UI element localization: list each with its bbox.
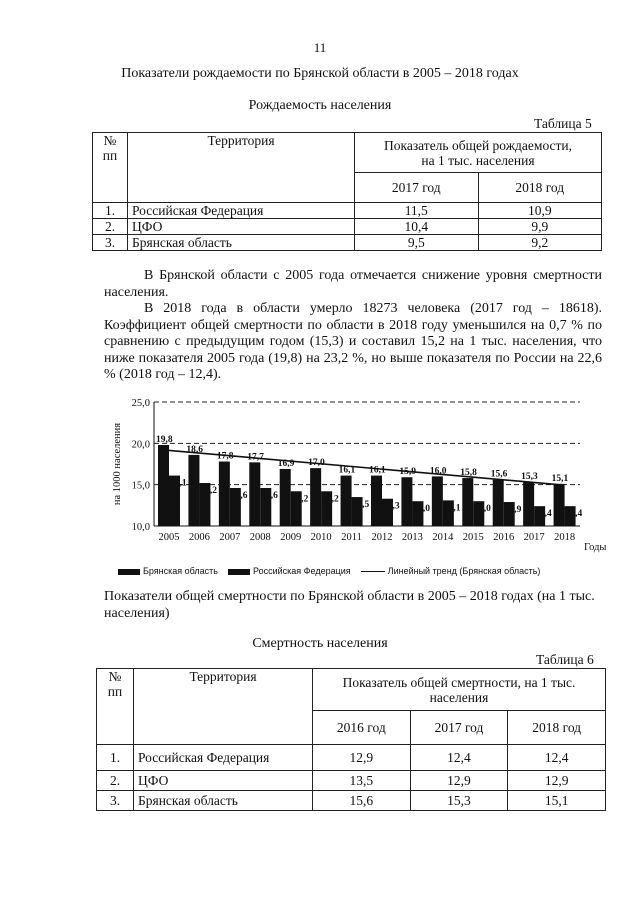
data-label: 19,8 xyxy=(156,434,173,445)
data-label: 16,1 xyxy=(338,465,356,476)
row-value: 10,4 xyxy=(355,219,479,235)
bar-bryansk xyxy=(523,482,534,526)
row-value: 10,9 xyxy=(478,203,602,219)
table-row xyxy=(93,235,602,251)
data-label: 13,0 xyxy=(413,504,431,515)
data-label: 15,2 xyxy=(200,486,218,497)
row-num: 1. xyxy=(97,745,134,771)
chart-legend xyxy=(118,566,608,576)
data-label: 18,6 xyxy=(186,444,204,455)
col-territory-header: Территория xyxy=(128,133,355,203)
data-label: 17,7 xyxy=(247,452,264,463)
x-tick-label: 2010 xyxy=(310,532,332,543)
bar-bryansk xyxy=(188,455,199,526)
x-tick-label: 2018 xyxy=(554,532,576,543)
y-axis-label: на 1000 населения xyxy=(112,422,123,506)
row-territory: Российская Федерация xyxy=(128,203,355,219)
col-year-header: 2017 год xyxy=(410,711,508,745)
x-tick-label: 2015 xyxy=(462,532,484,543)
data-label: 15,1 xyxy=(551,473,569,484)
data-label: 17,8 xyxy=(216,451,234,462)
x-tick-label: 2009 xyxy=(280,532,302,543)
legend-label: Брянская область xyxy=(143,566,218,576)
x-tick-label: 2014 xyxy=(432,532,454,543)
col-year-header: 2018 год xyxy=(508,711,606,745)
row-value: 12,9 xyxy=(410,771,508,791)
legend-swatch xyxy=(228,569,250,575)
data-label: 14,2 xyxy=(291,494,309,505)
row-value: 11,5 xyxy=(355,203,479,219)
row-value: 9,9 xyxy=(478,219,602,235)
row-value: 13,5 xyxy=(313,771,411,791)
birth-subtitle: Рождаемость населения xyxy=(248,98,392,113)
legend-label: Российская Федерация xyxy=(253,566,351,576)
death-table xyxy=(96,668,606,811)
data-label: 12,9 xyxy=(504,505,522,516)
x-tick-label: 2011 xyxy=(341,532,362,543)
bar-bryansk xyxy=(310,468,321,526)
legend-line xyxy=(361,571,385,572)
x-tick-label: 2006 xyxy=(188,532,210,543)
data-label: 12,4 xyxy=(565,509,583,520)
row-value: 9,2 xyxy=(478,235,602,251)
row-value: 15,3 xyxy=(410,791,508,811)
x-tick-label: 2012 xyxy=(371,532,393,543)
x-tick-label: 2016 xyxy=(493,532,515,543)
data-label: 13,3 xyxy=(383,501,400,512)
body-text xyxy=(104,268,602,384)
row-value: 15,6 xyxy=(313,791,411,811)
y-tick-label: 20,0 xyxy=(131,439,150,451)
y-tick-label: 15,0 xyxy=(131,480,150,492)
data-label: 13,1 xyxy=(443,503,461,514)
row-territory: ЦФО xyxy=(134,771,313,791)
page-number: 11 xyxy=(313,40,327,55)
row-num: 2. xyxy=(93,219,128,235)
col-num-header: № пп xyxy=(93,133,128,203)
table6-label: Таблица 6 xyxy=(536,652,594,667)
row-num: 1. xyxy=(93,203,128,219)
row-value: 9,5 xyxy=(355,235,479,251)
col-indicator-header: Показатель общей рождаемости, на 1 тыс. населения xyxy=(355,133,602,173)
col-num-header: № пп xyxy=(97,669,134,745)
data-label: 14,6 xyxy=(230,490,248,501)
col-year-header: 2018 год xyxy=(478,173,602,203)
table-row xyxy=(93,203,602,219)
legend-item-trend xyxy=(361,566,541,576)
col-territory-header: Территория xyxy=(134,669,313,745)
x-axis-label: Годы xyxy=(584,542,607,553)
row-num: 3. xyxy=(97,791,134,811)
x-tick-label: 2017 xyxy=(523,532,545,543)
bar-bryansk xyxy=(219,462,230,526)
row-territory: Российская Федерация xyxy=(134,745,313,771)
bar-bryansk xyxy=(462,478,473,526)
bar-bryansk xyxy=(249,462,260,526)
chart-grid xyxy=(154,402,580,485)
data-label: 15,9 xyxy=(399,467,417,478)
data-label: 16,9 xyxy=(277,458,295,469)
legend-swatch xyxy=(118,569,140,575)
data-label: 15,8 xyxy=(460,468,477,479)
mortality-chart xyxy=(100,392,610,564)
x-tick-label: 2005 xyxy=(158,532,180,543)
x-tick-label: 2008 xyxy=(249,532,271,543)
x-tick-label: 2007 xyxy=(219,532,241,543)
data-label: 13,5 xyxy=(352,500,370,511)
table-row xyxy=(93,219,602,235)
col-year-header: 2017 год xyxy=(355,173,479,203)
y-tick-label: 25,0 xyxy=(131,398,150,409)
y-tick-label: 10,0 xyxy=(131,522,150,533)
data-label: 14,6 xyxy=(261,490,278,501)
bar-bryansk xyxy=(280,469,291,526)
row-value: 12,4 xyxy=(410,745,508,771)
data-label: 15,6 xyxy=(490,469,508,480)
row-territory: ЦФО xyxy=(128,219,355,235)
row-territory: Брянская область xyxy=(128,235,355,251)
row-value: 15,1 xyxy=(508,791,606,811)
page-title: Показатели рождаемости по Брянской области в 2005 – 2018 годах xyxy=(121,66,519,81)
bar-bryansk xyxy=(493,480,504,526)
bar-bryansk xyxy=(341,476,352,526)
table5-label: Таблица 5 xyxy=(534,116,592,131)
legend-label: Линейный тренд (Брянская область) xyxy=(387,566,541,576)
legend-item-russia xyxy=(228,566,351,576)
row-num: 2. xyxy=(97,771,134,791)
data-label: 12,4 xyxy=(535,509,552,520)
row-territory: Брянская область xyxy=(134,791,313,811)
x-tick-label: 2013 xyxy=(401,532,423,543)
birth-table xyxy=(92,132,602,251)
row-value: 12,4 xyxy=(508,745,606,771)
table-row xyxy=(97,791,606,811)
data-label: 15,3 xyxy=(521,472,538,483)
bar-bryansk xyxy=(371,476,382,526)
data-label: 17,0 xyxy=(308,458,325,469)
data-label: 16,0 xyxy=(429,466,447,477)
paragraph-2: В 2018 года в области умерло 18273 человека (2017 год – 18618). Коэффициент общей смертности по области в 2018 году уменьшился на 0,7 % по сравнению с предыдущим годом (15,3) и составил 15,2 на 1 тыс. населения, что ниже показателя 2005 года (19,8) на 23,2 %, но выше показателя по России на 22,6 % (2018 год – 12,4). xyxy=(104,301,602,382)
chart-caption: Показатели общей смертности по Брянской области в 2005 – 2018 годах (на 1 тыс. населения) xyxy=(104,589,595,621)
bar-bryansk xyxy=(158,445,169,526)
row-value: 12,9 xyxy=(313,745,411,771)
row-value: 12,9 xyxy=(508,771,606,791)
col-year-header: 2016 год xyxy=(313,711,411,745)
data-label: 16,1 xyxy=(369,465,386,476)
legend-item-bryansk xyxy=(118,566,218,576)
data-label: 16,1 xyxy=(170,478,187,489)
bar-bryansk xyxy=(401,477,412,526)
col-indicator-header: Показатель общей смертности, на 1 тыс. населения xyxy=(313,669,606,711)
death-subtitle: Смертность населения xyxy=(252,636,388,651)
table-row xyxy=(97,745,606,771)
row-num: 3. xyxy=(93,235,128,251)
bar-bryansk xyxy=(432,476,443,526)
data-label: 13,0 xyxy=(474,504,491,515)
paragraph-1: В Брянской области с 2005 года отмечается снижение уровня смертности населения. xyxy=(104,268,602,300)
data-label: 14,2 xyxy=(322,494,339,505)
table-row xyxy=(97,771,606,791)
bar-bryansk xyxy=(554,484,565,526)
